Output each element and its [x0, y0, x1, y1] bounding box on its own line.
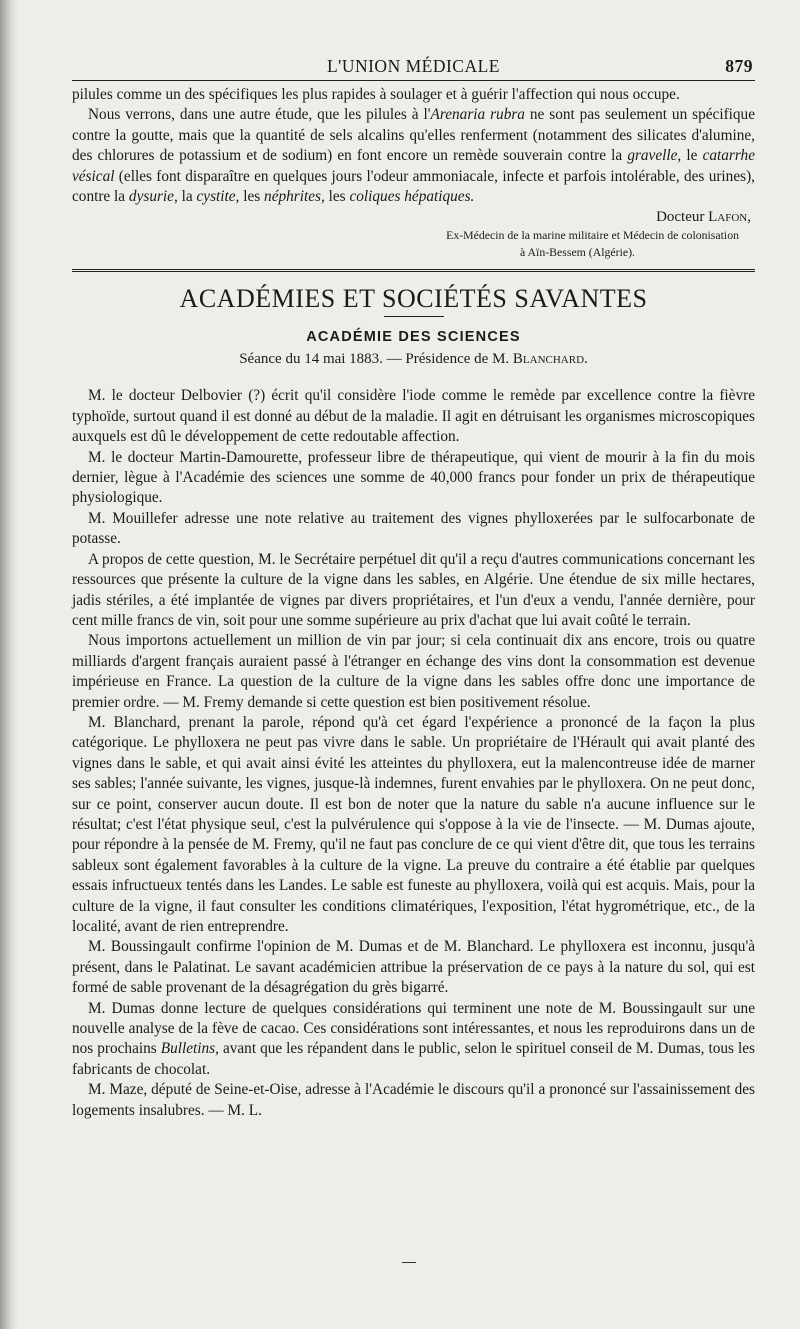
body-paragraph-3: M. Mouillefer adresse une note relative au traitement des vignes phylloxerées par le sulfocarbonate de potasse. — [72, 509, 755, 548]
section-dash — [384, 316, 444, 317]
footer-dash — [402, 1262, 416, 1263]
intro-paragraph-1: pilules comme un des spécifiques les plus rapides à soulager et à guérir l'affection qui nous occupe. — [72, 86, 680, 103]
body-paragraph-4: A propos de cette question, M. le Secrétaire perpétuel dit qu'il a reçu d'autres communications concernant les ressources que présente la culture de la vigne dans les sables, en Algérie. Une étendue de six mille hectares, jadis stériles, a été implantée de vignes par divers propriétaires, et l'un d'eux a vendu, l'année dernière, pour cent mille francs de vin, soit pour une somme supérieure au prix d'achat que lui avait coûté le terrain. — [72, 550, 755, 629]
subsection-title: ACADÉMIE DES SCIENCES — [306, 329, 521, 346]
binding-edge — [0, 0, 18, 1329]
body-paragraph-6: M. Blanchard, prenant la parole, répond qu'à cet égard l'expérience a prononcé de la façon la plus catégorique. Le phylloxera ne peut pas vivre dans le sable. Un propriétaire de l'Hérault qui avait planté des vignes dans le sable, et qui avait ainsi évité les atteintes du phylloxera, eut la malencontreuse idée de marner ses sables; l'année suivante, les vignes, jusque-là indemnes, furent envahies par le phylloxera. On ne peut donc, sur ce point, conserver aucun doute. Il est bon de noter que la nature du sable n'a aucune influence sur le résultat; c'est l'état physique seul, c'est la pulvérulence qui s'oppose à la vie de l'insecte. — M. Dumas ajoute, pour répondre à la pensée de M. Fremy, qu'il ne faut pas conclure de ce qui vient d'être dit, que tous les terrains sableux sont également favorables à la culture de la vigne. La preuve du contraire a été établie par quelques essais infructueux tentés dans les Landes. Le sable est funeste au phylloxera, voilà qui est acquis. Mais, pour la culture de la vigne, il faut consulter les conditions climatériques, l'exposition, l'état hygrométrique, etc., de la localité, avant de rien entreprendre. — [72, 713, 755, 935]
session-line: Séance du 14 mai 1883. — Présidence de M. Blanchard. — [239, 351, 588, 368]
body-paragraph-9: M. Maze, député de Seine-et-Oise, adresse à l'Académie le discours qu'il a prononcé sur l'assainissement des logements insalubres. — M. L. — [72, 1081, 755, 1119]
page-number: 879 — [725, 56, 753, 76]
page-content — [72, 50, 755, 1121]
body-paragraph-1: M. le docteur Delbovier (?) écrit qu'il considère l'iode comme le remède par excellence contre la fièvre typhoïde, surtout quand il est donné au début de la maladie. Il agit en détruisant les organismes microscopiques auxquels est dû le développement de cette redoutable affection. — [72, 387, 755, 446]
signature-note: Ex-Médecin de la marine militaire et Médecin de colonisation à Aïn-Bessem (Algérie). — [446, 228, 739, 260]
section-title: ACADÉMIES ET SOCIÉTÉS SAVANTES — [179, 284, 648, 314]
signature: Docteur Lafon, — [656, 209, 751, 226]
section-rule — [72, 269, 755, 272]
intro-paragraph-2: Nous verrons, dans une autre étude, que les pilules à l'Arenaria rubra ne sont pas seulement un spécifique contre la goutte, mais que la quantité de sels alcalins qu'elles renferment (notamment des silicates d'alumine, des chlorures de potassium et de sodium) en font encore un remède souverain contre la gravelle, le catarrhe vésical (elles font disparaître en quelques jours l'odeur ammoniacale, infecte et parfois intolérable, des urines), contre la dysurie, la cystite, les néphrites, les coliques hépatiques. — [72, 106, 755, 206]
journal-title: L'UNION MÉDICALE — [326, 56, 500, 76]
body-paragraph-8: M. Dumas donne lecture de quelques considérations qui terminent une note de M. Boussingault sur une nouvelle analyse de la fève de cacao. Ces considérations sont intéressantes, et nous les reproduirons dans un de nos prochains Bulletins, avant que les répandent dans le public, selon le spirituel conseil de M. Dumas, tous les fabricants de chocolat. — [72, 999, 755, 1078]
body-paragraph-7: M. Boussingault confirme l'opinion de M. Dumas et de M. Blanchard. Le phylloxera est inconnu, jusqu'à présent, dans le Palatinat. Le savant académicien attribue la préservation de ce pays à la nature du sol, qui est formé de sable provenant de la désagrégation du grès bigarré. — [72, 938, 755, 997]
running-head — [72, 50, 755, 80]
body-paragraph-2: M. le docteur Martin-Damourette, professeur libre de thérapeutique, qui vient de mourir à la fin du mois dernier, lègue à l'Académie des sciences une somme de 40,000 francs pour fonder un prix de thérapeutique physiologique. — [72, 448, 755, 507]
body-paragraph-5: Nous importons actuellement un million de vin par jour; si cela continuait dix ans encore, trois ou quatre milliards d'argent français auraient passé à l'étranger en échange des vins dont la consommation est devenue impérieuse en France. La question de la culture de la vigne dans les sables offre donc une importance de premier ordre. — M. Fremy demande si cette question est bien positivement résolue. — [72, 632, 755, 711]
